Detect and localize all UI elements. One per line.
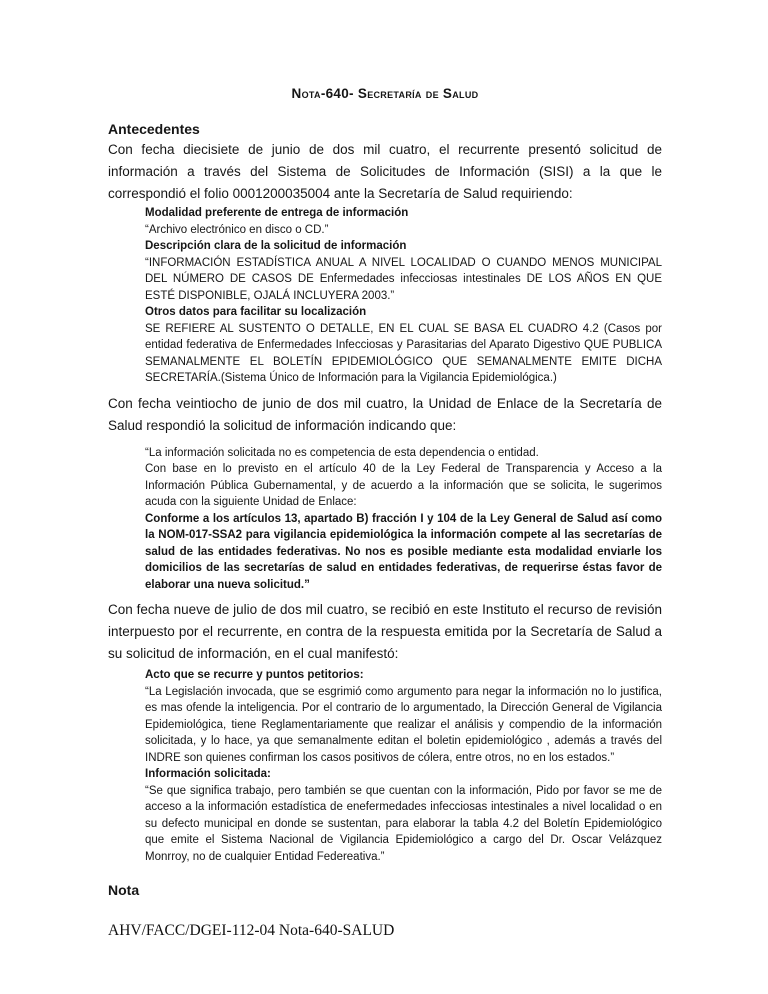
descripcion-label: Descripción clara de la solicitud de información [145, 240, 407, 252]
request-details-block [145, 205, 662, 387]
acto-recurre-label: Acto que se recurre y puntos petitorios: [145, 669, 364, 681]
document-title: Nota-640- Secretaría de Salud [291, 86, 479, 101]
informacion-solicitada-value: “Se que significa trabajo, pero también se que cuentan con la información, Pido por favor se me de acceso a la información estadística de enefermedades infecciosas intestinales a nivel localidad o en su defecto municipal en donde se sustentan, para elaborar la tabla 4.2 del Boletín Epidemiológico que emite el Sistema Nacional de Vigilancia Epidemiológico a cargo del Dr. Oscar Velázquez Monrroy, no de cualquier Entidad Federeativa.” [145, 784, 662, 863]
paragraph-respuesta-unidad-enlace: Con fecha veintiocho de junio de dos mil cuatro, la Unidad de Enlace de la Secretaría de Salud respondió la solicitud de información indicando que: [108, 395, 662, 433]
modalidad-value: “Archivo electrónico en disco o CD.” [145, 223, 329, 236]
otros-datos-value: SE REFIERE AL SUSTENTO O DETALLE, EN EL CUAL SE BASA EL CUADRO 4.2 (Casos por entidad federativa de Enfermedades Infecciosas y Parasitarias del Aparato Digestivo QUE PUBLICA SEMANALMENTE EL BOLETÍN EPIDEMIOLÓGICO QUE SEMANALMENTE EMITE DICHA SECRETARÍA.(Sistema Único de Información para la Vigilancia Epidemiológica.) [145, 322, 662, 384]
nota-heading: Nota [108, 882, 140, 898]
response-line-conforme-articulos: Conforme a los artículos 13, apartado B) fracción I y 104 de la Ley General de Salud así como la NOM-017-SSA2 para vigilancia epidemiológica la información compete al las secretarías de salud de las entidades federativas. No nos es posible mediante esta modalidad enviarle los domicilios de las secretarías de salud en entidades federativas, de requerirse éstas favor de elaborar una nueva solicitud.” [145, 512, 662, 591]
response-line-competencia: “La información solicitada no es competencia de esta dependencia o entidad. [145, 446, 539, 459]
informacion-solicitada-label: Información solicitada: [145, 768, 271, 780]
modalidad-label: Modalidad preferente de entrega de información [145, 207, 409, 219]
descripcion-value: “INFORMACIÓN ESTADÍSTICA ANUAL A NIVEL LOCALIDAD O CUANDO MENOS MUNICIPAL DEL NÚMERO DE CASOS DE Enfermedades infecciosas intestinales DE LOS AÑOS EN QUE ESTÉ DISPONIBLE, OJALÁ INCLUYERA 2003.” [145, 256, 662, 302]
response-line-articulo-40: Con base en lo previsto en el artículo 40 de la Ley Federal de Transparencia y Acceso a la Información Pública Gubernamental, y de acuerdo a la información que se solicita, le sugerimos acuda con la siguiente Unidad de Enlace: [145, 463, 662, 508]
acto-recurre-value: “La Legislación invocada, que se esgrimió como argumento para negar la información no lo justifica, es mas ofende la inteligencia. Por el contrario de lo argumentado, la Dirección General de Vigilancia Epidemiológica, tiene Reglamentariamente que realizar el análisis y compendio de la información solicitada, y lo hace, ya que semanalmente editan el boletin epidemiológico , además a través del INDRE son quienes confirman los casos positivos de cólera, entre otros, no en los estados.” [145, 685, 662, 764]
otros-datos-label: Otros datos para facilitar su localización [145, 306, 367, 318]
response-quote-block [145, 445, 662, 594]
antecedentes-heading: Antecedentes [108, 121, 200, 137]
paragraph-recurso-revision: Con fecha nueve de julio de dos mil cuatro, se recibió en este Instituto el recurso de revisión interpuesto por el recurrente, en contra de la respuesta emitida por la Secretaría de Salud a su solicitud de información, en el cual manifestó: [108, 602, 662, 661]
recurso-quote-block [145, 667, 662, 865]
footer-reference: AHV/FACC/DGEI-112-04 Nota-640-SALUD [108, 922, 395, 939]
paragraph-solicitud-inicial: Con fecha diecisiete de junio de dos mil cuatro, el recurrente presentó solicitud de información a través del Sistema de Solicitudes de Información (SISI) a la que le correspondió el folio 0001200035004 ante la Secretaría de Salud requiriendo: [108, 142, 662, 201]
